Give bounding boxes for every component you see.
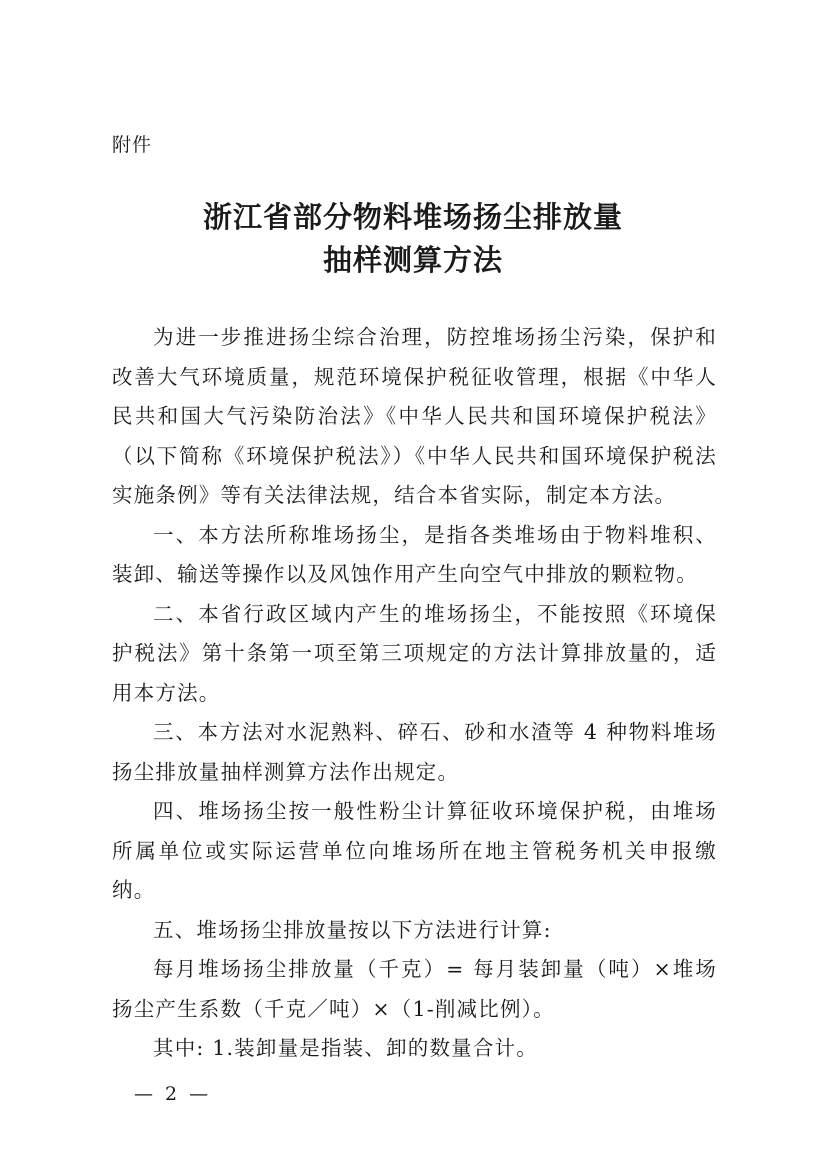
paragraph-formula: 每月堆场扬尘排放量（千克）= 每月装卸量（吨）×堆场扬尘产生系数（千克／吨）×（1-削减比例）。 xyxy=(112,957,717,1021)
paragraph-article-3: 三、本方法对水泥熟料、碎石、砂和水渣等 4 种物料堆场扬尘排放量抽样测算方法作出规定。 xyxy=(112,720,717,784)
paragraph-note: 其中: 1.装卸量是指装、卸的数量合计。 xyxy=(153,1036,538,1060)
paragraph-article-5: 五、堆场扬尘排放量按以下方法进行计算: xyxy=(153,917,552,942)
paragraph-article-1: 一、本方法所称堆场扬尘，是指各类堆场由于物料堆积、装卸、输送等操作以及风蚀作用产生向空气中排放的颗粒物。 xyxy=(112,522,717,586)
title-line-2: 抽样测算方法 xyxy=(322,243,503,277)
paragraph-intro: 为进一步推进扬尘综合治理，防控堆场扬尘污染，保护和改善大气环境质量，规范环境保护税征收管理，根据《中华人民共和国大气污染防治法》《中华人民共和国环境保护税法》（以下简称《环境保护税法》）《中华人民共和国环境保护税法实施条例》等有关法律法规，结合本省实际，制定本方法。 xyxy=(112,325,717,507)
title-line-1: 浙江省部分物料堆场扬尘排放量 xyxy=(202,200,623,234)
document-title xyxy=(0,196,826,282)
page-number: — 2 — xyxy=(134,1083,212,1105)
paragraph-article-2: 二、本省行政区域内产生的堆场扬尘，不能按照《环境保护税法》第十条第一项至第三项规定的方法计算排放量的，适用本方法。 xyxy=(112,601,717,705)
document-body xyxy=(112,318,717,1069)
paragraph-article-4: 四、堆场扬尘按一般性粉尘计算征收环境保护税，由堆场所属单位或实际运营单位向堆场所在地主管税务机关申报缴纳。 xyxy=(112,799,717,902)
attachment-label: 附件 xyxy=(112,134,153,156)
